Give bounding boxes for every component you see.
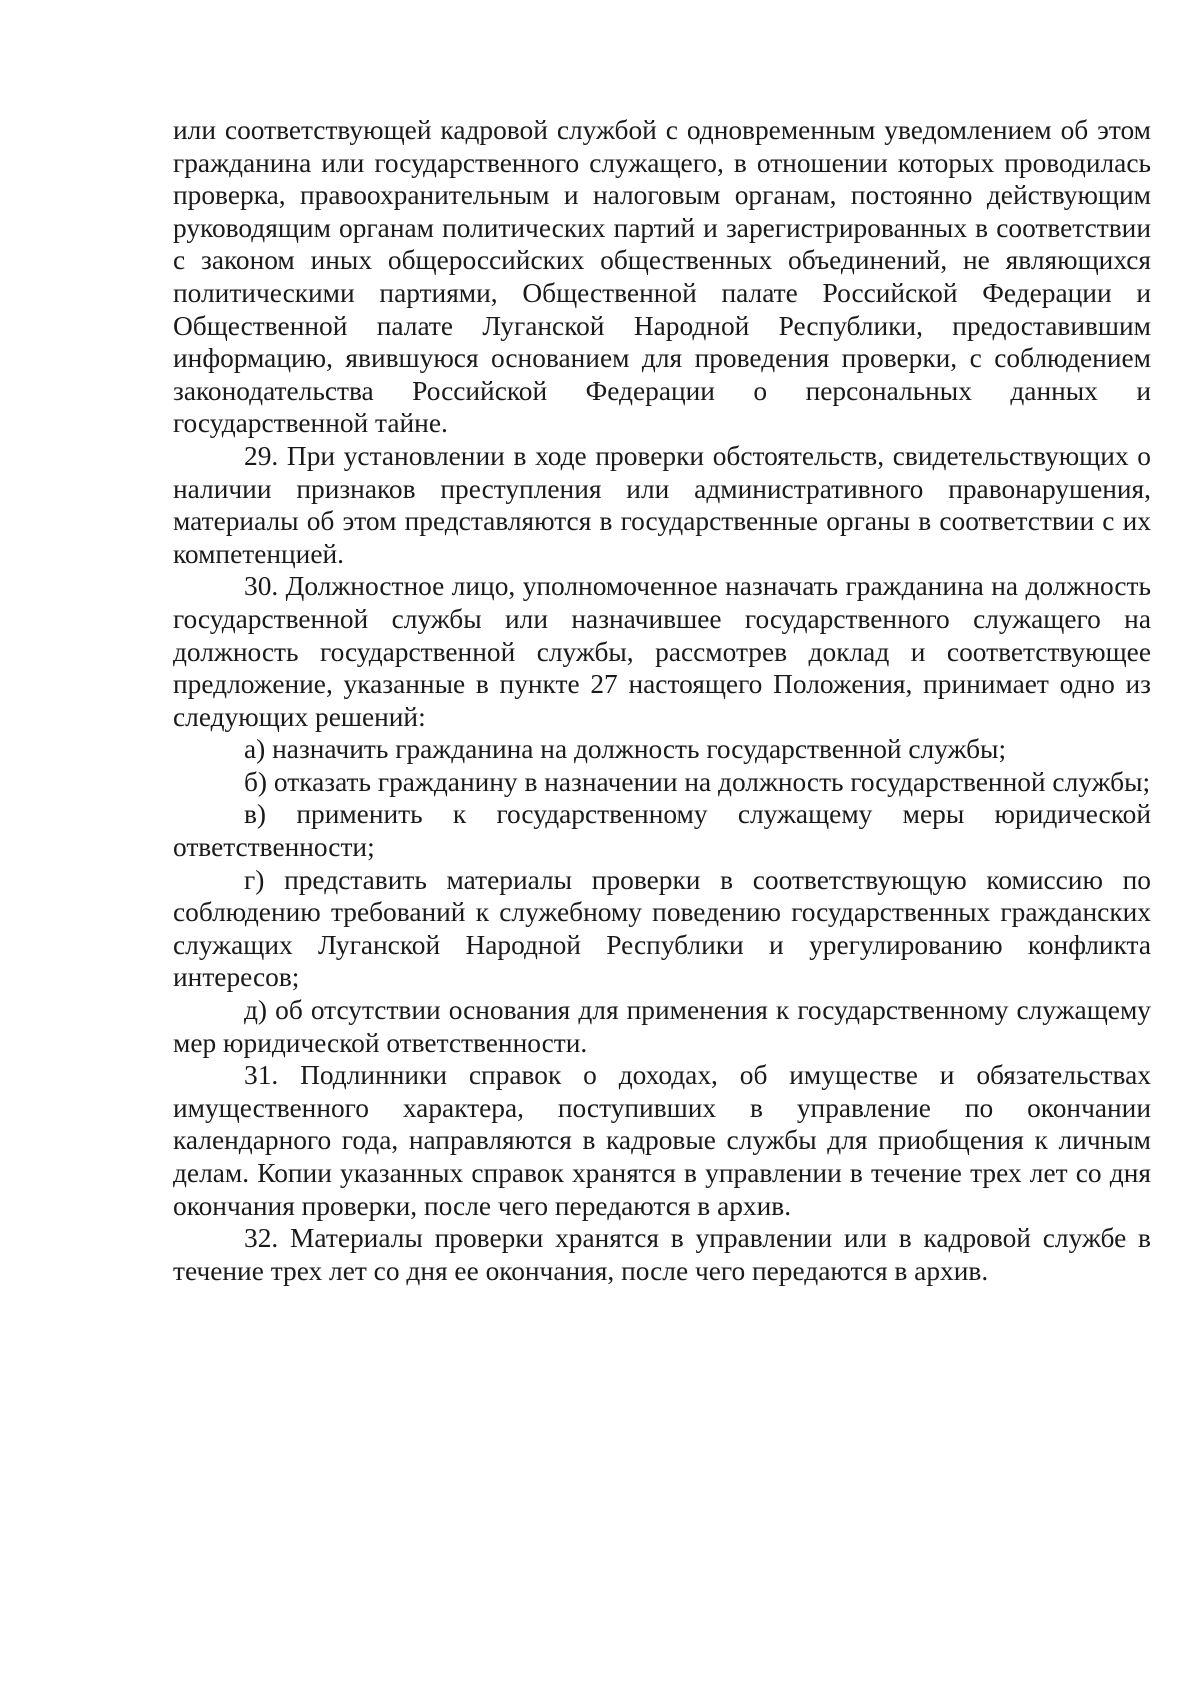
paragraph-31: 31. Подлинники справок о доходах, об имуществе и обязательствах имущественного характера, поступивших в управление по окончании календарного года, направляются в кадровые службы для приобщения к личным делам. Копии указанных справок хранятся в управлении в течение трех лет со дня окончания проверки, после чего передаются в архив.: [173, 1060, 1151, 1221]
document-body: [173, 114, 1151, 1287]
paragraph-30-item-d: д) об отсутствии основания для применения к государственному служащему мер юридической ответственности.: [173, 995, 1151, 1058]
paragraph-30-item-v: в) применить к государственному служащему меры юридической ответственности;: [173, 799, 1151, 863]
paragraph-30: 30. Должностное лицо, уполномоченное назначать гражданина на должность государственной службы или назначившее государственного служащего на должность государственной службы, рассмотрев доклад и соответствующее предложение, указанные в пункте 27 настоящего Положения, принимает одно из следующих решений:: [173, 571, 1151, 732]
paragraph-32: 32. Материалы проверки хранятся в управлении или в кадровой службе в течение трех лет со дня ее окончания, после чего передаются в архив.: [173, 1223, 1151, 1286]
paragraph-29: 29. При установлении в ходе проверки обстоятельств, свидетельствующих о наличии признаков преступления или административного правонарушения, материалы об этом представляются в государственные органы в соответствии с их компетенцией.: [173, 440, 1151, 569]
paragraph-30-item-b: б) отказать гражданину в назначении на должность государственной службы;: [244, 766, 1151, 797]
paragraph-30-item-a: а) назначить гражданина на должность государственной службы;: [244, 734, 1007, 765]
paragraph-continuation: или соответствующей кадровой службой с одновременным уведомлением об этом гражданина или государственного служащего, в отношении которых проводилась проверка, правоохранительным и налоговым органам, постоянно действующим руководящим органам политических партий и зарегистрированных в соответствии с законом иных общероссийских общественных объединений, не являющихся политическими партиями, Общественной палате Российской Федерации и Общественной палате Луганской Народной Республики, предоставившим информацию, явившуюся основанием для проведения проверки, с соблюдением законодательства Российской Федерации о персональных данных и государственной тайне.: [173, 115, 1151, 439]
paragraph-30-item-g: г) представить материалы проверки в соответствующую комиссию по соблюдению требований к служебному поведению государственных гражданских служащих Луганской Народной Республики и урегулированию конфликта интересов;: [173, 864, 1151, 993]
